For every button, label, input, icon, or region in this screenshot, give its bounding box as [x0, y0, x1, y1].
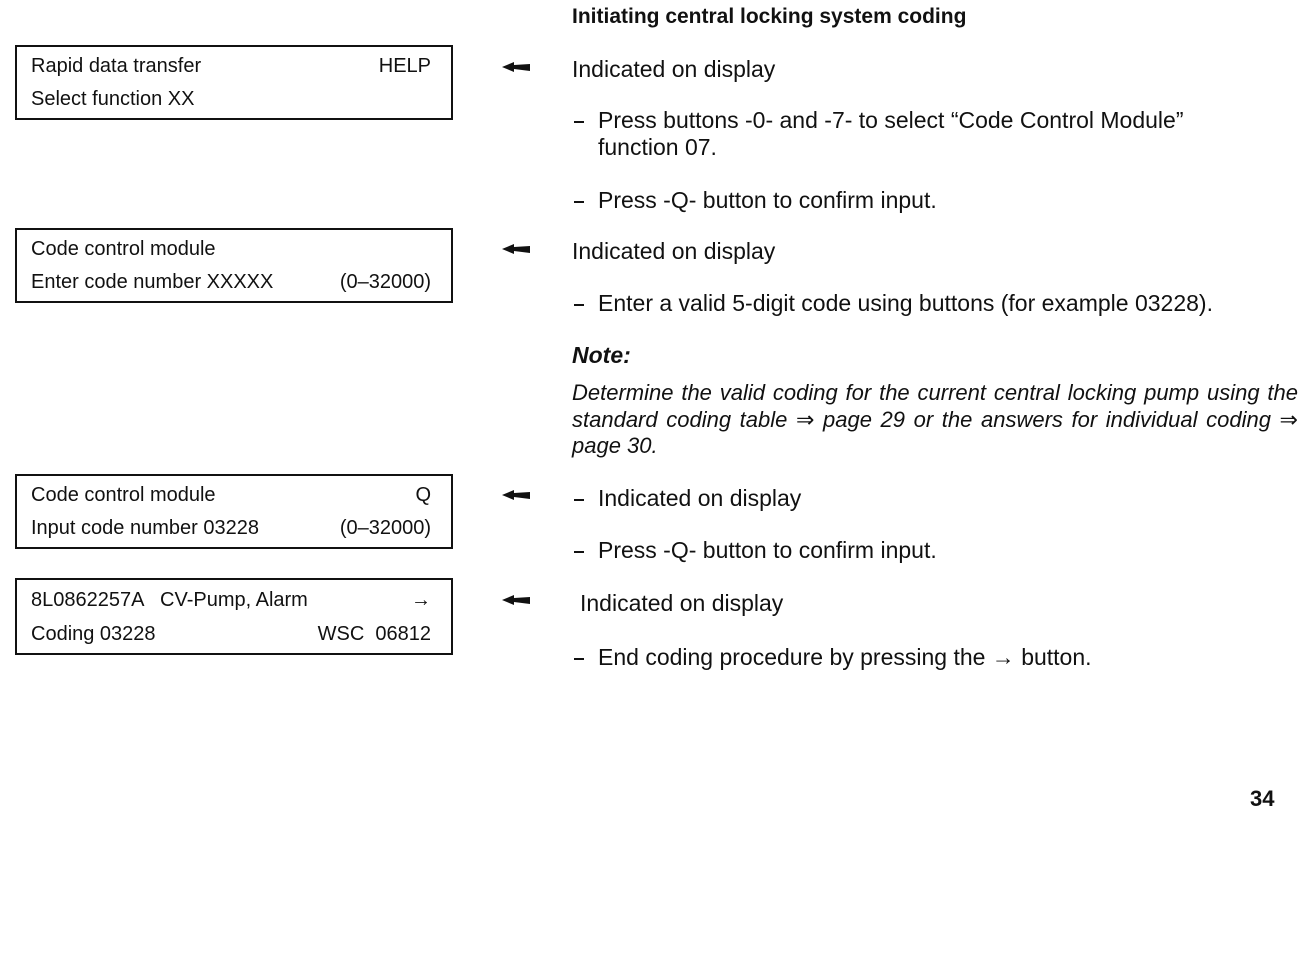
step-select-function-07-line-2: function 07.: [598, 134, 717, 160]
pointer-arrow-icon: [502, 243, 530, 255]
indicated-on-display-3: Indicated on display: [598, 485, 802, 511]
section-heading: Initiating central locking system coding: [572, 5, 967, 28]
step-end-coding: End coding procedure by pressing the → button.: [598, 644, 1092, 670]
display-3-line-1-left: Code control module: [31, 484, 216, 506]
display-2-line-2-right: (0–32000): [339, 271, 431, 293]
step-confirm-input-2: Press -Q- button to confirm input.: [598, 537, 937, 563]
indicated-on-display-1: Indicated on display: [572, 56, 776, 82]
indicated-on-display-2: Indicated on display: [572, 238, 776, 264]
dash-bullet: [574, 658, 584, 660]
display-4-line-2-right: WSC 06812: [317, 623, 431, 645]
display-2-line-1: [31, 236, 431, 262]
display-1-line-1-left: Rapid data transfer: [31, 55, 202, 77]
display-box-2: [15, 228, 453, 303]
display-3-line-2: [31, 515, 431, 541]
pointer-arrow-icon: [502, 489, 530, 501]
dash-bullet: [574, 499, 584, 501]
note-title: Note:: [572, 342, 631, 368]
step-confirm-input-1: Press -Q- button to confirm input.: [598, 187, 937, 213]
display-box-3: [15, 474, 453, 549]
pointer-arrow-icon: [502, 61, 530, 73]
display-3-line-1: [31, 482, 431, 508]
display-4-line-2-left: Coding 03228: [31, 623, 156, 645]
note-body: Determine the valid coding for the current central locking pump using the standard coding table ⇒ page 29 or the answers for individual coding ⇒ page 30.: [572, 380, 1298, 458]
display-4-line-1: [31, 587, 431, 613]
display-3-line-1-right: Q: [415, 484, 431, 506]
display-4-line-2: [31, 621, 431, 647]
display-1-line-1-right: HELP: [378, 55, 431, 77]
indicated-on-display-4: Indicated on display: [580, 590, 784, 616]
pointer-arrow-icon: [502, 594, 530, 606]
display-1-line-2: [31, 86, 431, 112]
display-4-line-1-left: 8L0862257A CV-Pump, Alarm: [31, 589, 308, 611]
display-2-line-2: [31, 269, 431, 295]
display-3-line-2-left: Input code number 03228: [31, 517, 259, 539]
display-1-line-1: [31, 53, 431, 79]
step-enter-code: Enter a valid 5-digit code using buttons (for example 03228).: [598, 290, 1213, 316]
display-1-line-2-left: Select function XX: [31, 88, 195, 110]
display-4-line-1-right: →: [411, 589, 431, 611]
display-2-line-1-left: Code control module: [31, 238, 216, 260]
dash-bullet: [574, 201, 584, 203]
dash-bullet: [574, 551, 584, 553]
dash-bullet: [574, 121, 584, 123]
display-box-1: [15, 45, 453, 120]
step-select-function-07-line-1: Press buttons -0- and -7- to select “Code Control Module”: [598, 107, 1184, 133]
page-number: 34: [1250, 786, 1275, 811]
display-2-line-2-left: Enter code number XXXXX: [31, 271, 274, 293]
display-3-line-2-right: (0–32000): [339, 517, 431, 539]
display-box-4: [15, 578, 453, 655]
dash-bullet: [574, 304, 584, 306]
